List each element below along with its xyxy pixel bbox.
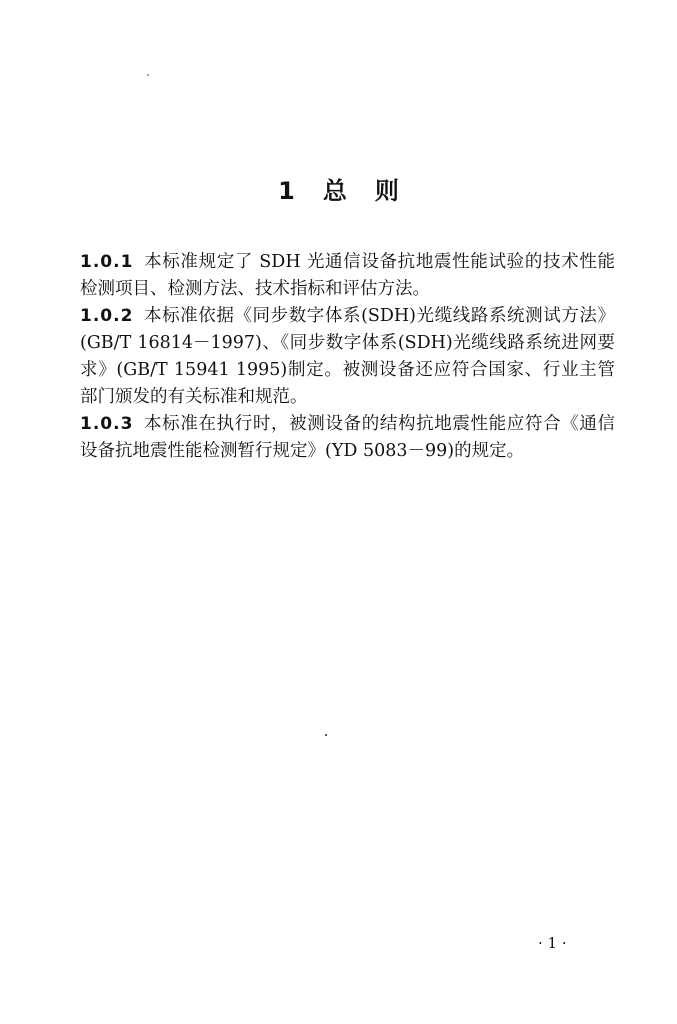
chapter-title: 总则 [322, 177, 427, 206]
clause-number: 1.0.2 [80, 306, 134, 326]
clause-number: 1.0.3 [80, 414, 134, 434]
clause-1-0-2 [80, 303, 615, 411]
clause-list [80, 249, 615, 465]
clause-1-0-3 [80, 411, 615, 465]
clause-number: 1.0.1 [80, 252, 134, 272]
scan-speck [325, 734, 327, 736]
chapter-number: 1 [278, 177, 295, 206]
scan-speck [147, 74, 149, 76]
clause-text: 本标准规定了 SDH 光通信设备抗地震性能试验的技术性能检测项目、检测方法、技术指标和评估方法。 [80, 252, 615, 299]
clause-1-0-1 [80, 249, 615, 303]
clause-text: 本标准依据《同步数字体系(SDH)光缆线路系统测试方法》(GB/T 16814－1997)、《同步数字体系(SDH)光缆线路系统进网要求》(GB/T 15941 1995)制定。被测设备还应符合国家、行业主管部门颁发的有关标准和规范。 [80, 306, 615, 407]
chapter-heading [0, 176, 677, 206]
page-number: · 1 · [538, 934, 567, 952]
clause-text: 本标准在执行时，被测设备的结构抗地震性能应符合《通信设备抗地震性能检测暂行规定》(YD 5083－99)的规定。 [80, 414, 615, 461]
